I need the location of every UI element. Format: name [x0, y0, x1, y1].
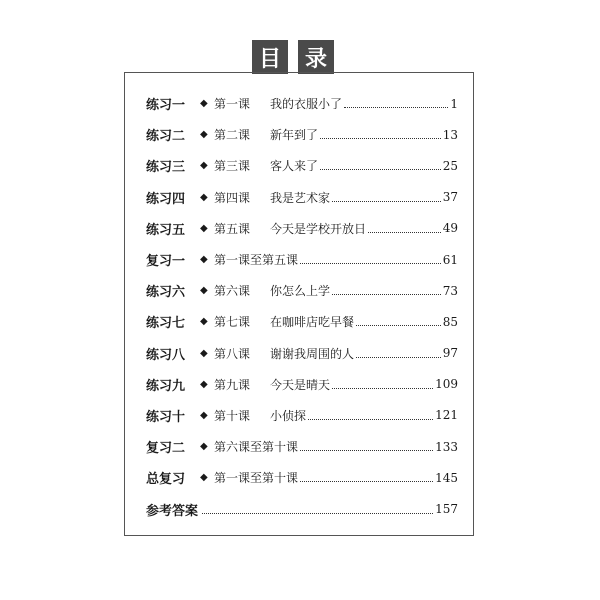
diamond-bullet-icon: ◆: [200, 191, 208, 203]
dot-leader: [300, 450, 433, 451]
dot-leader: [300, 263, 441, 264]
diamond-bullet-icon: ◆: [200, 378, 208, 390]
lesson-range: 第一课至第十课: [214, 471, 299, 486]
exercise-label: 复习二: [146, 441, 186, 457]
toc-entry[interactable]: [146, 213, 458, 244]
exercise-label: 练习二: [146, 129, 186, 145]
toc-heading-char: 目: [252, 40, 288, 74]
page-number: 49: [442, 221, 458, 236]
page-number: 13: [442, 127, 458, 142]
page-number: 85: [442, 314, 458, 329]
toc-entry[interactable]: [146, 431, 458, 462]
page-number: 145: [435, 470, 458, 485]
dot-leader: [356, 325, 441, 326]
lesson-label: 第八课: [214, 346, 251, 361]
diamond-bullet-icon: ◆: [200, 285, 208, 297]
lesson-title: 今天是学校开放日: [270, 221, 367, 236]
page-number: 133: [435, 439, 458, 454]
toc-entry[interactable]: [146, 275, 458, 306]
diamond-bullet-icon: ◆: [200, 316, 208, 328]
lesson-label: 第六课: [214, 284, 251, 299]
lesson-title: 在咖啡店吃早餐: [270, 315, 355, 330]
exercise-label: 参考答案: [146, 503, 199, 519]
dot-leader: [332, 294, 441, 295]
diamond-bullet-icon: ◆: [200, 441, 208, 453]
dot-leader: [308, 419, 433, 420]
diamond-bullet-icon: ◆: [200, 347, 208, 359]
lesson-label: 第七课: [214, 315, 251, 330]
page-number: 121: [435, 408, 458, 423]
dot-leader: [320, 138, 441, 139]
toc-entry[interactable]: [146, 338, 458, 369]
lesson-title: 谢谢我周围的人: [270, 346, 355, 361]
toc-heading-char: 录: [298, 40, 334, 74]
diamond-bullet-icon: ◆: [200, 254, 208, 266]
lesson-title: 我是艺术家: [270, 190, 331, 205]
toc-entry[interactable]: [146, 493, 458, 524]
toc-heading: [252, 40, 334, 74]
lesson-title: 客人来了: [270, 159, 319, 174]
page-number: 109: [435, 377, 458, 392]
page-number: 1: [450, 96, 458, 111]
toc-entry[interactable]: [146, 119, 458, 150]
page-number: 25: [442, 158, 458, 173]
lesson-title: 新年到了: [270, 128, 319, 143]
toc-entry[interactable]: [146, 369, 458, 400]
exercise-label: 练习十: [146, 409, 186, 425]
toc-entry[interactable]: [146, 462, 458, 493]
diamond-bullet-icon: ◆: [200, 129, 208, 141]
exercise-label: 练习四: [146, 191, 186, 207]
toc-entry[interactable]: [146, 306, 458, 337]
page-number: 61: [442, 252, 458, 267]
diamond-bullet-icon: ◆: [200, 98, 208, 110]
toc-entry[interactable]: [146, 150, 458, 181]
diamond-bullet-icon: ◆: [200, 472, 208, 484]
toc-entry[interactable]: [146, 244, 458, 275]
lesson-title: 你怎么上学: [270, 284, 331, 299]
lesson-label: 第一课: [214, 97, 251, 112]
toc-entry[interactable]: [146, 400, 458, 431]
lesson-label: 第九课: [214, 377, 251, 392]
lesson-label: 第二课: [214, 128, 251, 143]
table-of-contents: [146, 88, 458, 525]
page-number: 157: [435, 502, 458, 517]
lesson-range: 第六课至第十课: [214, 440, 299, 455]
exercise-label: 复习一: [146, 254, 186, 270]
exercise-label: 练习九: [146, 378, 186, 394]
dot-leader: [344, 107, 448, 108]
lesson-label: 第四课: [214, 190, 251, 205]
exercise-label: 练习六: [146, 285, 186, 301]
lesson-title: 今天是晴天: [270, 377, 331, 392]
dot-leader: [368, 232, 441, 233]
dot-leader: [332, 388, 433, 389]
dot-leader: [332, 201, 441, 202]
lesson-label: 第三课: [214, 159, 251, 174]
dot-leader: [320, 169, 441, 170]
dot-leader: [356, 357, 441, 358]
lesson-label: 第五课: [214, 221, 251, 236]
lesson-title: 我的衣服小了: [270, 97, 343, 112]
exercise-label: 练习七: [146, 316, 186, 332]
dot-leader: [300, 481, 433, 482]
toc-entry[interactable]: [146, 88, 458, 119]
exercise-label: 总复习: [146, 472, 186, 488]
page-number: 97: [442, 346, 458, 361]
exercise-label: 练习五: [146, 222, 186, 238]
dot-leader: [202, 513, 433, 514]
lesson-title: 小侦探: [270, 408, 307, 423]
exercise-label: 练习八: [146, 347, 186, 363]
page-number: 37: [442, 190, 458, 205]
diamond-bullet-icon: ◆: [200, 222, 208, 234]
diamond-bullet-icon: ◆: [200, 160, 208, 172]
toc-entry[interactable]: [146, 182, 458, 213]
diamond-bullet-icon: ◆: [200, 409, 208, 421]
exercise-label: 练习一: [146, 98, 186, 114]
exercise-label: 练习三: [146, 160, 186, 176]
lesson-label: 第十课: [214, 408, 251, 423]
page-number: 73: [442, 283, 458, 298]
lesson-range: 第一课至第五课: [214, 253, 299, 268]
